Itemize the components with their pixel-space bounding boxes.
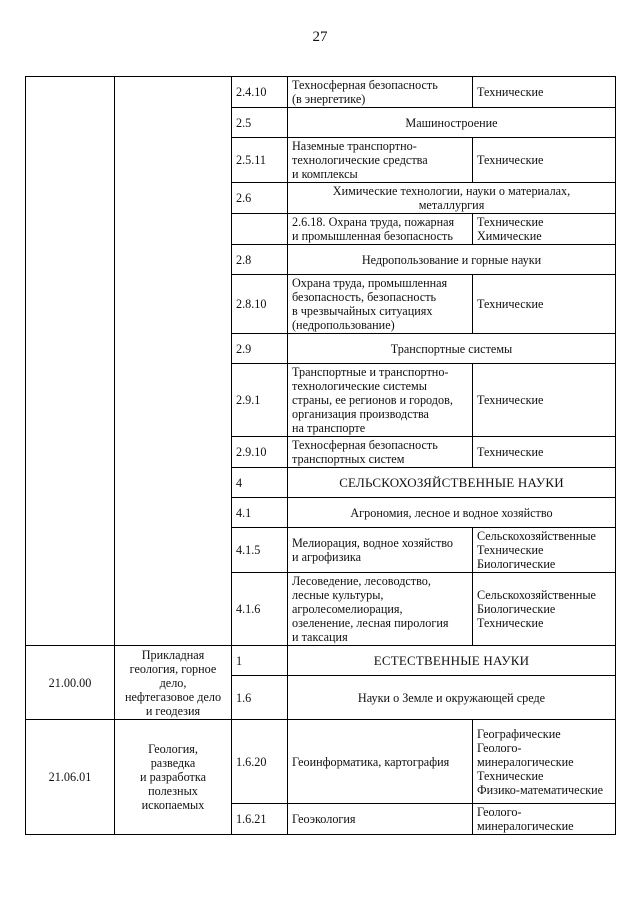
science-group-line: металлургия bbox=[418, 198, 485, 212]
science-branches-line: Технические bbox=[477, 616, 544, 630]
science-name-line: безопасность, безопасность bbox=[292, 290, 437, 304]
science-name-line: Транспортные и транспортно- bbox=[292, 365, 449, 379]
science-code: 4.1.6 bbox=[232, 573, 288, 646]
science-group bbox=[288, 245, 616, 275]
science-branches bbox=[473, 77, 616, 108]
science-name-line: в чрезвычайных ситуациях bbox=[292, 304, 433, 318]
specialty-name-line: Геология, bbox=[148, 742, 198, 756]
science-branches-line: Технические bbox=[477, 445, 544, 459]
science-group-line: Науки о Земле и окружающей среде bbox=[357, 690, 546, 705]
science-branches-line: Технические bbox=[477, 768, 544, 783]
specialty-name-line: Прикладная bbox=[141, 647, 205, 662]
specialties-table bbox=[25, 76, 616, 835]
science-name bbox=[288, 573, 473, 646]
science-code: 2.5.11 bbox=[232, 138, 288, 183]
science-name bbox=[288, 138, 473, 183]
science-name-line: (в энергетике) bbox=[292, 92, 366, 106]
science-group-line: Транспортные системы bbox=[390, 341, 513, 356]
science-branches-line: Технические bbox=[477, 153, 544, 167]
science-group bbox=[288, 676, 616, 720]
science-name-line: Геоинформатика, картография bbox=[292, 754, 450, 769]
specialty-name bbox=[115, 720, 232, 835]
science-group-line: ЕСТЕСТВЕННЫЕ НАУКИ bbox=[373, 652, 530, 668]
science-code: 2.9 bbox=[232, 334, 288, 364]
science-code bbox=[232, 214, 288, 245]
science-name-line: технологические системы bbox=[292, 379, 427, 393]
specialty-name bbox=[115, 77, 232, 646]
science-code: 4.1 bbox=[232, 498, 288, 528]
specialty-name bbox=[115, 646, 232, 720]
science-branches bbox=[473, 528, 616, 573]
science-branches bbox=[473, 364, 616, 437]
science-name-line: и промышленная безопасность bbox=[292, 229, 453, 243]
table-row bbox=[26, 646, 616, 676]
science-group bbox=[288, 183, 616, 214]
science-branches-line: Сельскохозяйственные bbox=[477, 529, 596, 543]
science-branches-line: Технические bbox=[477, 543, 544, 557]
science-name bbox=[288, 804, 473, 835]
specialty-code bbox=[26, 77, 115, 646]
science-branches-line: Биологические bbox=[477, 602, 556, 616]
science-group bbox=[288, 468, 616, 498]
science-name-line: озеленение, лесная пирология bbox=[292, 616, 449, 630]
science-branches bbox=[473, 720, 616, 804]
science-code: 2.5 bbox=[232, 108, 288, 138]
science-code: 1.6.20 bbox=[232, 720, 288, 804]
science-name bbox=[288, 528, 473, 573]
science-branches-line: Химические bbox=[477, 229, 542, 243]
specialty-name-line: дело, bbox=[159, 675, 187, 690]
science-branches bbox=[473, 275, 616, 334]
science-branches-line: Технические bbox=[477, 297, 544, 311]
specialty-name-line: геология, горное bbox=[129, 661, 217, 676]
science-code: 4.1.5 bbox=[232, 528, 288, 573]
science-branches bbox=[473, 804, 616, 835]
science-name-line: на транспорте bbox=[292, 421, 366, 435]
specialty-name-line: разведка bbox=[150, 756, 196, 770]
science-group bbox=[288, 108, 616, 138]
science-branches-line: Технические bbox=[477, 85, 544, 99]
science-name-line: технологические средства bbox=[292, 153, 428, 167]
science-name bbox=[288, 720, 473, 804]
science-name-line: и комплексы bbox=[292, 167, 358, 181]
table-row bbox=[26, 720, 616, 804]
science-code: 2.8 bbox=[232, 245, 288, 275]
science-code: 1.6 bbox=[232, 676, 288, 720]
science-group bbox=[288, 646, 616, 676]
science-name bbox=[288, 77, 473, 108]
science-name-line: Лесоведение, лесоводство, bbox=[292, 574, 431, 588]
specialty-name-line: нефтегазовое дело bbox=[124, 689, 222, 704]
science-branches bbox=[473, 573, 616, 646]
science-branches-line: Технические bbox=[477, 393, 544, 407]
science-name-line: лесные культуры, bbox=[292, 588, 384, 602]
science-branches bbox=[473, 138, 616, 183]
science-group-line: СЕЛЬСКОХОЗЯЙСТВЕННЫЕ НАУКИ bbox=[339, 474, 564, 490]
science-name-line: (недропользование) bbox=[292, 318, 395, 332]
science-name-line: Геоэкология bbox=[292, 812, 356, 826]
science-name-line: агролесомелиорация, bbox=[292, 602, 403, 616]
science-branches-line: Геолого- bbox=[477, 805, 522, 819]
science-code: 1.6.21 bbox=[232, 804, 288, 835]
science-code: 2.4.10 bbox=[232, 77, 288, 108]
science-branches-line: Физико-математические bbox=[477, 782, 604, 797]
science-branches-line: минералогические bbox=[477, 819, 574, 833]
specialty-name-line: полезных bbox=[148, 784, 198, 798]
science-code: 4 bbox=[232, 468, 288, 498]
science-branches-line: Технические bbox=[477, 215, 544, 229]
page-number: 27 bbox=[312, 29, 328, 45]
science-code: 2.9.1 bbox=[232, 364, 288, 437]
science-branches-line: Географические bbox=[477, 726, 561, 741]
science-branches-line: Биологические bbox=[477, 557, 556, 571]
science-name bbox=[288, 437, 473, 468]
science-name-line: Техносферная безопасность bbox=[292, 438, 438, 452]
specialty-name-line: ископаемых bbox=[141, 798, 205, 812]
specialty-code: 21.00.00 bbox=[26, 646, 115, 720]
specialty-name-line: и разработка bbox=[140, 770, 206, 784]
science-name bbox=[288, 275, 473, 334]
science-code: 2.6 bbox=[232, 183, 288, 214]
science-code: 1 bbox=[232, 646, 288, 676]
science-branches bbox=[473, 437, 616, 468]
science-branches bbox=[473, 214, 616, 245]
science-name-line: Техносферная безопасность bbox=[292, 78, 438, 92]
science-group-line: Машиностроение bbox=[405, 115, 498, 130]
science-name-line: страны, ее регионов и городов, bbox=[292, 393, 453, 407]
science-name-line: Мелиорация, водное хозяйство bbox=[292, 536, 454, 550]
science-group-line: Агрономия, лесное и водное хозяйство bbox=[350, 505, 553, 520]
science-branches-line: Сельскохозяйственные bbox=[477, 588, 596, 602]
science-name bbox=[288, 214, 473, 245]
science-name-line: транспортных систем bbox=[292, 452, 405, 466]
science-code: 2.9.10 bbox=[232, 437, 288, 468]
science-branches-line: минералогические bbox=[477, 754, 574, 769]
science-group bbox=[288, 498, 616, 528]
specialty-code: 21.06.01 bbox=[26, 720, 115, 835]
specialty-name-line: и геодезия bbox=[145, 703, 201, 718]
science-name-line: Наземные транспортно- bbox=[292, 139, 417, 153]
science-name bbox=[288, 364, 473, 437]
science-name-line: организация производства bbox=[292, 407, 429, 421]
table-row bbox=[26, 77, 616, 108]
science-name-line: и таксация bbox=[292, 630, 348, 644]
science-branches-line: Геолого- bbox=[477, 740, 522, 755]
science-group bbox=[288, 334, 616, 364]
science-name-line: Охрана труда, промышленная bbox=[292, 276, 448, 290]
science-group-line: Химические технологии, науки о материалах, bbox=[332, 184, 571, 198]
science-name-line: и агрофизика bbox=[292, 550, 362, 564]
science-code: 2.8.10 bbox=[232, 275, 288, 334]
science-name-line: 2.6.18. Охрана труда, пожарная bbox=[292, 215, 455, 229]
science-group-line: Недропользование и горные науки bbox=[361, 252, 542, 267]
